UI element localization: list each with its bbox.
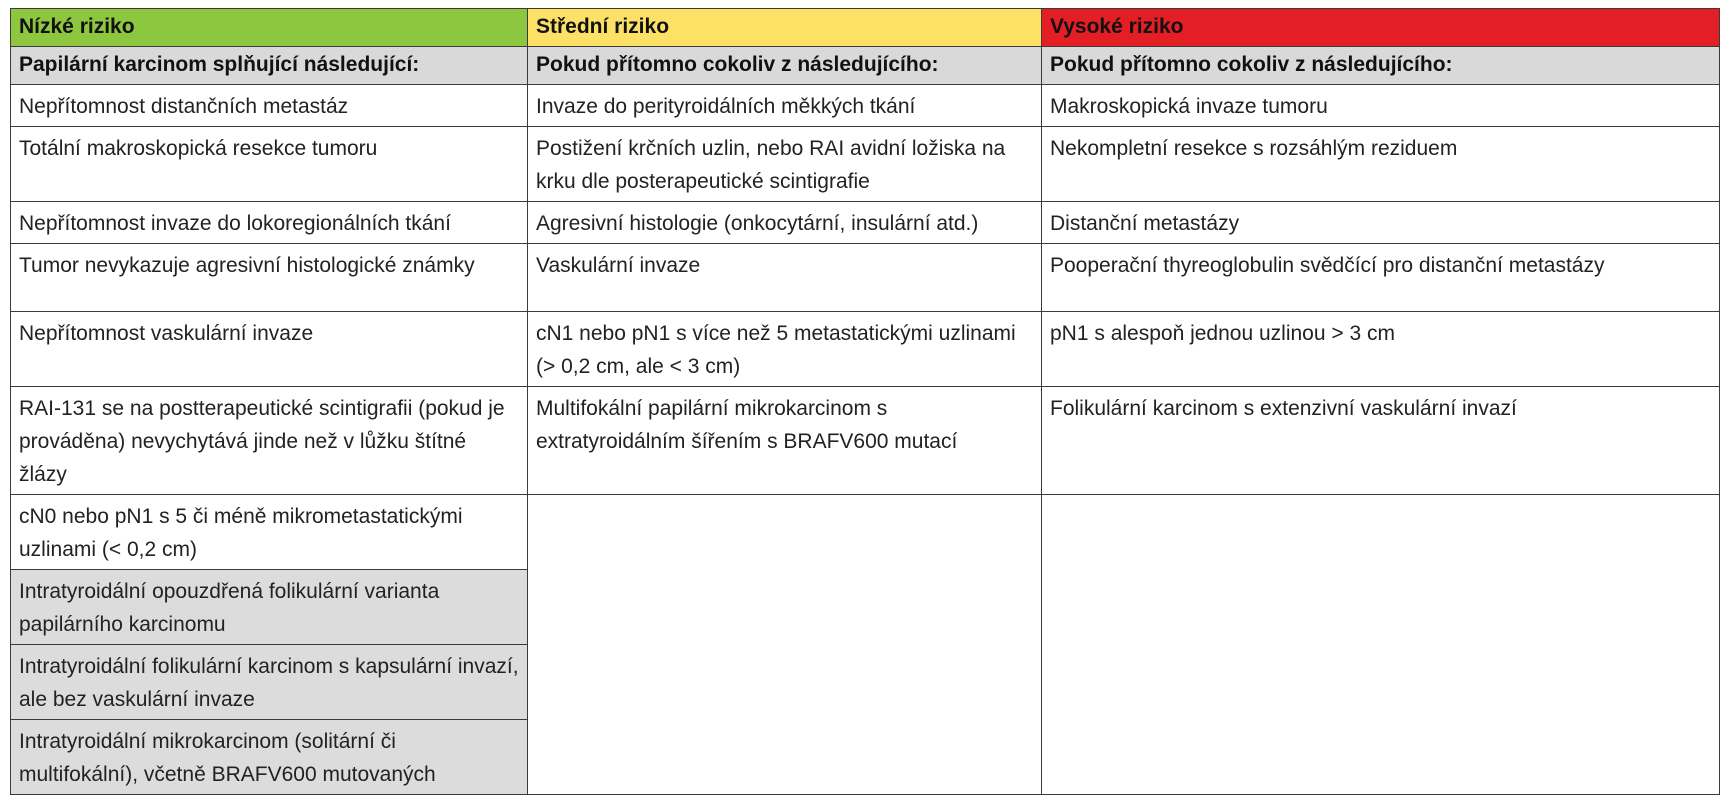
table-row <box>11 244 1720 312</box>
low-risk-criterion: Totální makroskopická resekce tumoru <box>11 127 528 202</box>
medium-risk-criterion: Agresivní histologie (onkocytární, insulární atd.) <box>528 202 1042 244</box>
low-risk-subheader: Papilární karcinom splňující následující: <box>11 47 528 85</box>
low-risk-criterion: Tumor nevykazuje agresivní histologické známky <box>11 244 528 312</box>
low-risk-criterion: Nepřítomnost distančních metastáz <box>11 85 528 127</box>
criteria-subheader-row <box>11 47 1720 85</box>
medium-risk-criterion: cN1 nebo pN1 s více než 5 metastatickými uzlinami (> 0,2 cm, ale < 3 cm) <box>528 312 1042 387</box>
high-risk-subheader: Pokud přítomno cokoliv z následujícího: <box>1042 47 1720 85</box>
risk-classification-table <box>10 8 1720 795</box>
medium-risk-criterion: Multifokální papilární mikrokarcinom s extratyroidálním šířením s BRAFV600 mutací <box>528 387 1042 495</box>
medium-risk-subheader: Pokud přítomno cokoliv z následujícího: <box>528 47 1042 85</box>
low-risk-criterion: RAI-131 se na postterapeutické scintigrafii (pokud je prováděna) nevychytává jinde než v lůžku štítné žlázy <box>11 387 528 495</box>
high-risk-criterion: pN1 s alespoň jednou uzlinou > 3 cm <box>1042 312 1720 387</box>
high-risk-criterion: Folikulární karcinom s extenzivní vaskulární invazí <box>1042 387 1720 495</box>
high-risk-criterion: Nekompletní resekce s rozsáhlým reziduem <box>1042 127 1720 202</box>
table-row <box>11 202 1720 244</box>
high-risk-criterion: Pooperační thyreoglobulin svědčící pro distanční metastázy <box>1042 244 1720 312</box>
medium-risk-empty-cell <box>528 495 1042 795</box>
low-risk-criterion: Nepřítomnost invaze do lokoregionálních tkání <box>11 202 528 244</box>
medium-risk-header: Střední riziko <box>528 9 1042 47</box>
table-row <box>11 127 1720 202</box>
high-risk-empty-cell <box>1042 495 1720 795</box>
low-risk-criterion: cN0 nebo pN1 s 5 či méně mikrometastatickými uzlinami (< 0,2 cm) <box>11 495 528 570</box>
table-row <box>11 387 1720 495</box>
table-row <box>11 495 1720 570</box>
table-row <box>11 312 1720 387</box>
low-risk-criterion-shaded: Intratyroidální folikulární karcinom s kapsulární invazí, ale bez vaskulární invaze <box>11 645 528 720</box>
low-risk-criterion: Nepřítomnost vaskulární invaze <box>11 312 528 387</box>
low-risk-criterion-shaded: Intratyroidální opouzdřená folikulární varianta papilárního karcinomu <box>11 570 528 645</box>
medium-risk-criterion: Postižení krčních uzlin, nebo RAI avidní ložiska na krku dle posterapeutické scintigrafie <box>528 127 1042 202</box>
low-risk-criterion-shaded: Intratyroidální mikrokarcinom (solitární či multifokální), včetně BRAFV600 mutovaných <box>11 720 528 795</box>
high-risk-header: Vysoké riziko <box>1042 9 1720 47</box>
risk-level-header-row <box>11 9 1720 47</box>
table-row <box>11 85 1720 127</box>
high-risk-criterion: Makroskopická invaze tumoru <box>1042 85 1720 127</box>
low-risk-header: Nízké riziko <box>11 9 528 47</box>
medium-risk-criterion: Invaze do perityroidálních měkkých tkání <box>528 85 1042 127</box>
high-risk-criterion: Distanční metastázy <box>1042 202 1720 244</box>
medium-risk-criterion: Vaskulární invaze <box>528 244 1042 312</box>
